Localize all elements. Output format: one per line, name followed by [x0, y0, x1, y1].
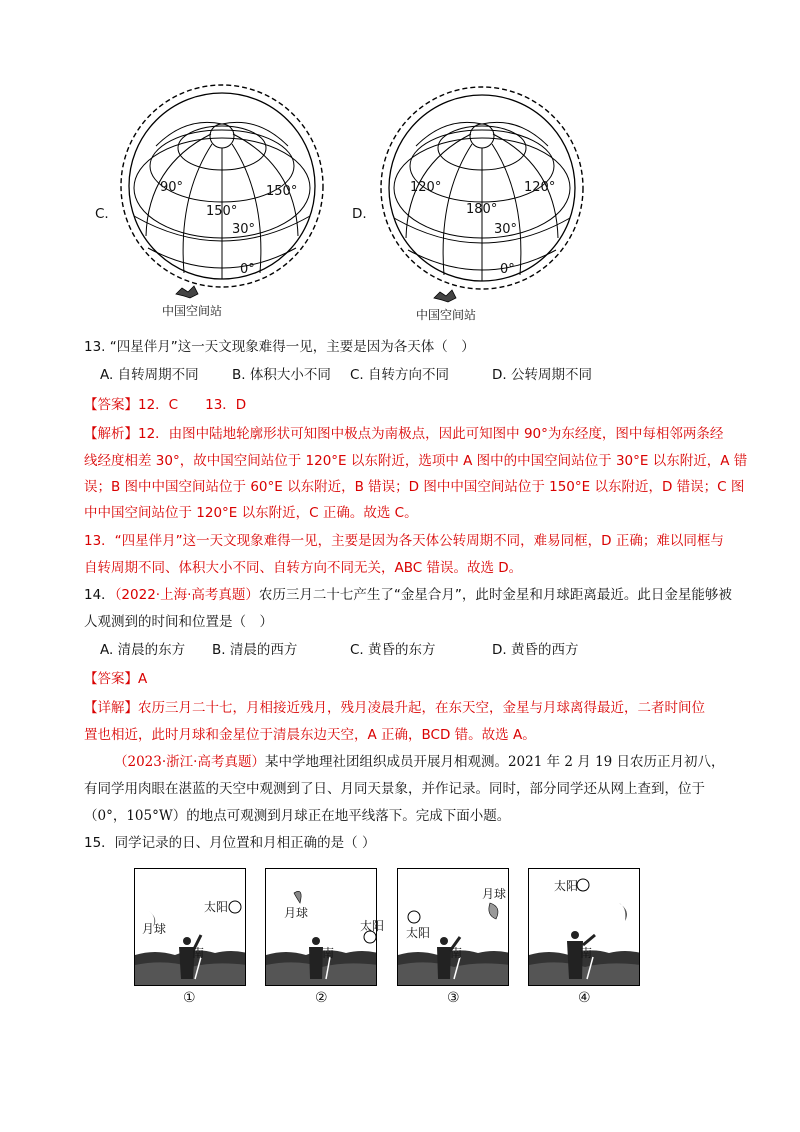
- photo-3-south-label: 南: [450, 946, 463, 960]
- answer-14-tag: 【答案】: [84, 671, 138, 687]
- answer-12-13: [84, 395, 246, 415]
- photo-1-south-label: 南: [192, 946, 205, 960]
- answer-14-text: A: [138, 671, 148, 687]
- photo-2-sun-label: 太阳: [360, 919, 385, 933]
- photo-1-number: ①: [183, 990, 196, 1006]
- analysis-12-line-4: 中中国空间站位于 120°E 以东附近，C 正确。故选 C。: [84, 505, 418, 521]
- globe-c-lon-center: 150°: [206, 204, 238, 219]
- globe-d-diagram: [376, 76, 588, 316]
- q14-option-a: A. 清晨的东方: [100, 642, 186, 658]
- q14-number: 14．: [84, 587, 115, 603]
- q13-stem: 13. “四星伴月”这一天文现象难得一见，主要是因为各天体（ ）: [84, 339, 475, 355]
- passage-source: （2023·浙江·高考真题）: [114, 754, 265, 770]
- analysis-12-line-2: 线经度相差 30°，故中国空间站位于 120°E 以东附近，选项中 A 图中的中国空间站位于 30°E 以东附近，A 错: [84, 453, 748, 469]
- q14-stem-line-1: 14．（2022·上海·高考真题）农历三月二十七产生了“金星合月”，此时金星和月球距离最近。此日金星能够被: [84, 587, 732, 603]
- photo-2-number: ②: [315, 990, 328, 1006]
- option-d-label: D.: [352, 206, 367, 222]
- answer-tag: 【答案】: [84, 397, 138, 413]
- globe-d-lat-0: 0°: [500, 262, 515, 277]
- q13-option-d: D. 公转周期不同: [492, 367, 592, 383]
- q15-stem: 15．同学记录的日、月位置和月相正确的是（ ）: [84, 835, 376, 851]
- analysis-13-line-2: 自转周期不同、体积大小不同、自转方向不同无关，ABC 错误。故选 D。: [84, 560, 523, 576]
- globe-c-lon-right: 150°: [266, 184, 298, 199]
- globe-d-lon-left: 120°: [410, 180, 442, 195]
- q13-option-b: B. 体积大小不同: [232, 367, 331, 383]
- analysis-tag: 【解析】: [84, 426, 138, 442]
- detail-tag: 【详解】: [84, 700, 138, 716]
- detail-14-line-1: 【详解】农历三月二十七，月相接近残月，残月凌晨升起，在东天空，金星与月球离得最近，二者时间位: [84, 700, 705, 716]
- q14-stem-line-2: 人观测到的时间和位置是（ ）: [84, 614, 273, 630]
- globe-c-station-label: 中国空间站: [162, 304, 223, 318]
- q13-option-a: A. 自转周期不同: [100, 367, 199, 383]
- globe-c-lat-30: 30°: [232, 222, 256, 237]
- photo-2-moon-label: 月球: [284, 906, 309, 920]
- globe-d-lon-center: 180°: [466, 202, 498, 217]
- photo-4-number: ④: [578, 990, 591, 1006]
- passage-line-1: （2023·浙江·高考真题）某中学地理社团组织成员开展月相观测。2021 年 2 月 19 日农历正月初八，: [114, 754, 725, 770]
- analysis-12-line-1: 【解析】12．由图中陆地轮廓形状可知图中极点为南极点，因此可知图中 90°为东经度，图中每相邻两条经: [84, 426, 724, 442]
- passage-line-3: （0°，105°W）的地点可观测到月球正在地平线落下。完成下面小题。: [84, 808, 511, 824]
- detail-14-line-2: 置也相近，此时月球和金星位于清晨东边天空，A 正确，BCD 错。故选 A。: [84, 727, 536, 743]
- globe-c-lon-left: 90°: [160, 180, 184, 195]
- analysis-13-line-1: 13．“四星伴月”这一天文现象难得一见，主要是因为各天体公转周期不同，难易同框，D 正确；难以同框与: [84, 533, 724, 549]
- q14-option-c: C. 黄昏的东方: [350, 642, 436, 658]
- photo-4-south-label: 南: [580, 946, 593, 960]
- q14-option-b: B. 清晨的西方: [212, 642, 298, 658]
- photo-4: [528, 868, 640, 986]
- answer-text: 12．C 13．D: [138, 397, 247, 413]
- photo-3-moon-label: 月球: [482, 887, 507, 901]
- globe-c-lat-0: 0°: [240, 262, 255, 277]
- globe-d-station-label: 中国空间站: [416, 308, 477, 322]
- photo-3-sun-label: 太阳: [406, 926, 431, 940]
- answer-14: [84, 669, 147, 689]
- photo-3-number: ③: [447, 990, 460, 1006]
- q14-option-d: D. 黄昏的西方: [492, 642, 579, 658]
- globe-d-lon-right: 120°: [524, 180, 556, 195]
- globe-d-lat-30: 30°: [494, 222, 518, 237]
- photo-1-sun-label: 太阳: [204, 900, 229, 914]
- photo-4-sun-label: 太阳: [554, 879, 579, 893]
- q13-option-c: C. 自转方向不同: [350, 367, 450, 383]
- option-c-label: C.: [95, 206, 109, 222]
- passage-line-2: 有同学用肉眼在湛蓝的天空中观测到了日、月同天景象，并作记录。同时，部分同学还从网上查到，位于: [84, 781, 705, 797]
- q14-source: （2022·上海·高考真题）: [114, 587, 259, 603]
- analysis-12-line-3: 误；B 图中中国空间站位于 60°E 以东附近，B 错误；D 图中中国空间站位于 150°E 以东附近，D 错误；C 图: [84, 479, 745, 495]
- photo-1-moon-label: 月球: [142, 922, 167, 936]
- photo-2-south-label: 南: [322, 946, 335, 960]
